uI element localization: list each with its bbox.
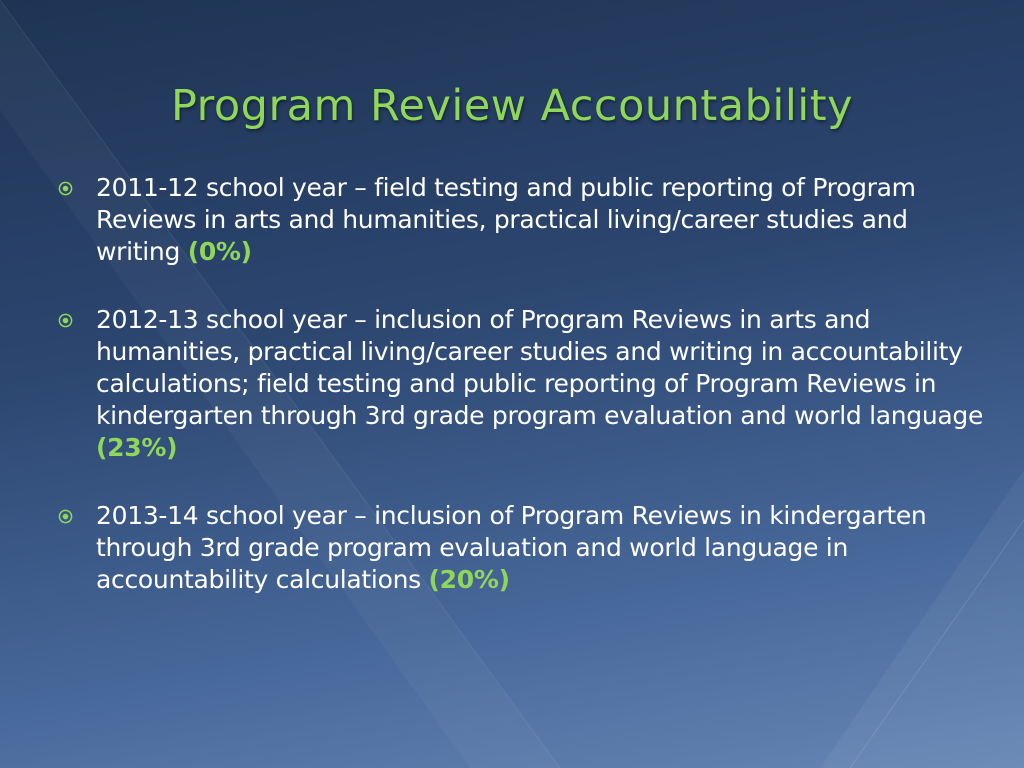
- slide-title: Program Review Accountability: [170, 81, 854, 131]
- bullet-item: [56, 172, 996, 268]
- bullet-text: 2013-14 school year – inclusion of Program Reviews in kindergarten through 3rd grade program evaluation and world language in accountability calculations: [96, 501, 927, 594]
- circled-dot-icon: [58, 509, 73, 524]
- bullet-percentage: (0%): [187, 237, 252, 266]
- bullet-list: [56, 172, 996, 632]
- bullet-item: [56, 500, 996, 596]
- circled-dot-icon: [58, 313, 73, 328]
- circled-dot-icon: [58, 181, 73, 196]
- bullet-text: 2012-13 school year – inclusion of Program Reviews in arts and humanities, practical living/career studies and writing in accountability calculations; field testing and public reporting of Program Reviews in kindergarten through 3rd grade program evaluation and world language: [96, 305, 984, 430]
- bullet-percentage: (20%): [428, 565, 510, 594]
- bullet-percentage: (23%): [96, 433, 178, 462]
- bullet-text: 2011-12 school year – field testing and public reporting of Program Reviews in arts and humanities, practical living/career studies and writing: [96, 173, 916, 266]
- bullet-item: [56, 304, 996, 464]
